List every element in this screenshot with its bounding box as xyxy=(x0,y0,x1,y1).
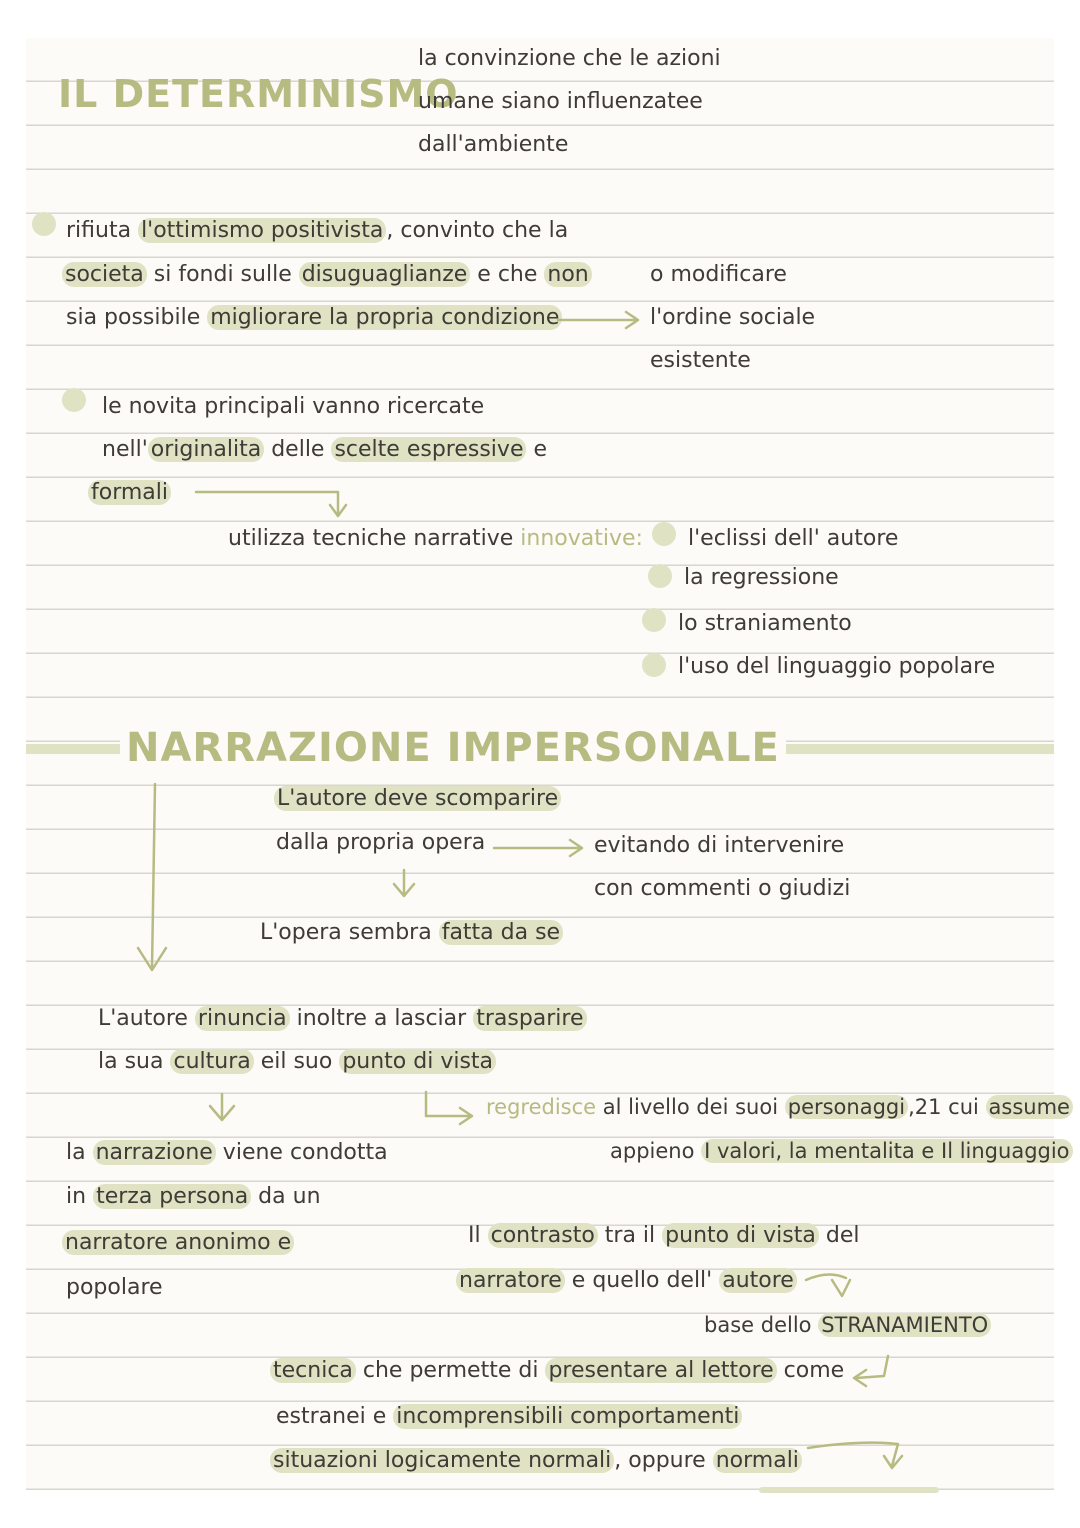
highlight: punto di vista xyxy=(339,1049,496,1074)
arrow-right-icon xyxy=(558,312,638,328)
text: tra il xyxy=(597,1223,663,1248)
highlight: narratore xyxy=(456,1268,565,1293)
text: e che xyxy=(470,262,545,287)
technique-4: l'uso del linguaggio popolare xyxy=(678,654,996,679)
narr-side-2: con commenti o giudizi xyxy=(594,876,851,901)
highlight: narrazione xyxy=(93,1140,216,1165)
highlight: migliorare la propria condizione xyxy=(207,305,562,330)
text: si fondi sulle xyxy=(146,262,299,287)
text: estranei e xyxy=(276,1404,394,1429)
highlight: l'ottimismo positivista xyxy=(138,218,386,243)
narr-line-2: dalla propria opera xyxy=(276,830,486,855)
text: L'opera sembra xyxy=(260,920,439,945)
text: inoltre a lasciar xyxy=(289,1006,474,1031)
title-determinismo: IL DETERMINISMO xyxy=(58,72,459,116)
arrow-elbow-down-icon xyxy=(196,492,346,516)
definition-line-3: dall'ambiente xyxy=(418,132,569,157)
highlight: originalita xyxy=(148,437,264,462)
text: da un xyxy=(251,1184,321,1209)
terza-line-4: popolare xyxy=(66,1275,163,1300)
technique-1: l'eclissi dell' autore xyxy=(688,526,899,551)
highlight: rinuncia xyxy=(195,1006,290,1031)
text: come xyxy=(776,1358,845,1383)
arrow-down-icon xyxy=(394,870,414,896)
highlight: disuguaglianze xyxy=(299,262,471,287)
green-text: regredisce xyxy=(486,1095,597,1119)
title-narrazione: NARRAZIONE IMPERSONALE xyxy=(120,722,786,774)
highlight: tecnica xyxy=(270,1358,356,1383)
bullet1-side-1: o modificare xyxy=(650,262,787,287)
highlight: STRANAMIENTO xyxy=(818,1313,991,1337)
text: che permette di xyxy=(355,1358,546,1383)
highlight: normali xyxy=(713,1448,802,1473)
text: rifiuta xyxy=(66,218,139,243)
arrow-down-icon xyxy=(210,1094,234,1120)
technique-2: la regressione xyxy=(684,565,839,590)
highlight: assume xyxy=(986,1095,1073,1119)
highlight: contrasto xyxy=(488,1223,598,1248)
highlight: societa xyxy=(62,262,147,287)
highlight: formali xyxy=(88,480,171,505)
highlight: scelte espressive xyxy=(331,437,526,462)
highlight: autore xyxy=(719,1268,797,1293)
definition-line-1: la convinzione che le azioni xyxy=(418,46,721,71)
highlight: incomprensibili comportamenti xyxy=(393,1404,742,1429)
highlight: fatta da se xyxy=(439,920,563,945)
highlight: narratore anonimo e xyxy=(62,1230,294,1255)
green-text: innovative xyxy=(520,526,636,551)
text: la sua xyxy=(98,1049,171,1074)
arrow-curve-left-icon xyxy=(854,1356,888,1386)
highlight: L'autore deve scomparire xyxy=(274,786,561,811)
arrow-curve-down-icon xyxy=(806,1274,850,1296)
highlight: personaggi xyxy=(785,1095,908,1119)
text: base dello xyxy=(704,1313,819,1337)
text: e xyxy=(526,437,548,462)
technique-3: lo straniamento xyxy=(678,611,852,636)
text: ,21 cui xyxy=(908,1095,986,1119)
text: L'autore xyxy=(98,1006,195,1031)
arrow-right-icon xyxy=(494,840,582,856)
highlight: situazioni logicamente normali xyxy=(270,1448,614,1473)
text: del xyxy=(818,1223,860,1248)
highlight: trasparire xyxy=(473,1006,586,1031)
text: nell' xyxy=(102,437,148,462)
highlight: presentare al lettore xyxy=(545,1358,776,1383)
highlight: punto di vista xyxy=(662,1223,819,1248)
highlight: terza persona xyxy=(93,1184,251,1209)
definition-line-2: umane siano influenzatee xyxy=(418,89,703,114)
text: eil suo xyxy=(253,1049,340,1074)
text: sia possibile xyxy=(66,305,208,330)
text: e quello dell' xyxy=(564,1268,720,1293)
arrow-elbow-right-icon xyxy=(426,1092,472,1124)
arrow-elbow-down-icon xyxy=(808,1443,902,1468)
text: delle xyxy=(264,437,332,462)
arrow-down-icon xyxy=(138,784,166,970)
text: , convinto che la xyxy=(386,218,569,243)
text: al livello dei suoi xyxy=(596,1095,785,1119)
narr-side-1: evitando di intervenire xyxy=(594,833,845,858)
text: viene condotta xyxy=(215,1140,388,1165)
highlight: I valori, la mentalita e Il linguaggio xyxy=(701,1139,1072,1163)
text: in xyxy=(66,1184,94,1209)
highlight: non xyxy=(544,262,591,287)
text: la xyxy=(66,1140,93,1165)
text: utilizza tecniche narrative xyxy=(228,526,521,551)
green-text: : xyxy=(635,526,643,551)
bullet2-line-1: le novita principali vanno ricercate xyxy=(102,394,485,419)
bullet1-side-2: l'ordine sociale xyxy=(650,305,816,330)
text: appieno xyxy=(610,1139,702,1163)
text: , oppure xyxy=(614,1448,713,1473)
text: Il xyxy=(468,1223,488,1248)
highlight: cultura xyxy=(170,1049,253,1074)
bullet1-side-3: esistente xyxy=(650,348,751,373)
